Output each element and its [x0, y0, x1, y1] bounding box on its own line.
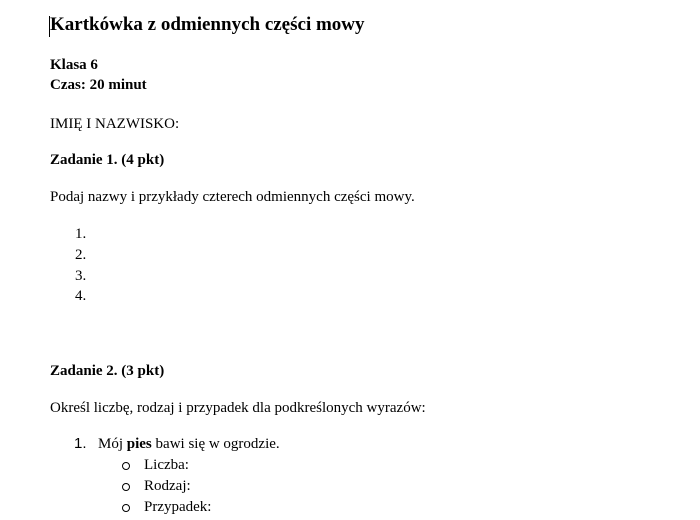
highlighted-word: pies	[126, 436, 152, 452]
hollow-bullet-icon	[122, 483, 130, 491]
task1-list-item: 1.	[75, 226, 87, 242]
sentence-after: bawi się w ogrodzie.	[151, 436, 280, 452]
subitem-label: Rodzaj:	[144, 478, 191, 494]
task1-list-item: 3.	[75, 268, 87, 284]
hollow-bullet-icon	[122, 462, 130, 470]
task2-list-item	[74, 434, 280, 454]
task1-heading: Zadanie 1. (4 pkt)	[50, 152, 165, 168]
document-title: Kartkówka z odmiennych części mowy	[50, 14, 365, 35]
time-label: Czas: 20 minut	[50, 77, 147, 93]
hollow-bullet-icon	[122, 504, 130, 512]
task1-instruction: Podaj nazwy i przykłady czterech odmiennych części mowy.	[50, 189, 415, 205]
task2-heading: Zadanie 2. (3 pkt)	[50, 363, 165, 379]
sentence-before: Mój	[98, 436, 127, 452]
task1-list-item: 4.	[75, 288, 87, 304]
subitem-label: Przypadek:	[144, 499, 212, 515]
subitem-label: Liczba:	[144, 457, 189, 473]
task2-instruction: Określ liczbę, rodzaj i przypadek dla podkreślonych wyrazów:	[50, 400, 426, 416]
name-field-label: IMIĘ I NAZWISKO:	[50, 116, 180, 132]
class-label: Klasa 6	[50, 57, 98, 73]
task1-list-item: 2.	[75, 247, 87, 263]
task2-item-number: 1.	[74, 435, 87, 452]
